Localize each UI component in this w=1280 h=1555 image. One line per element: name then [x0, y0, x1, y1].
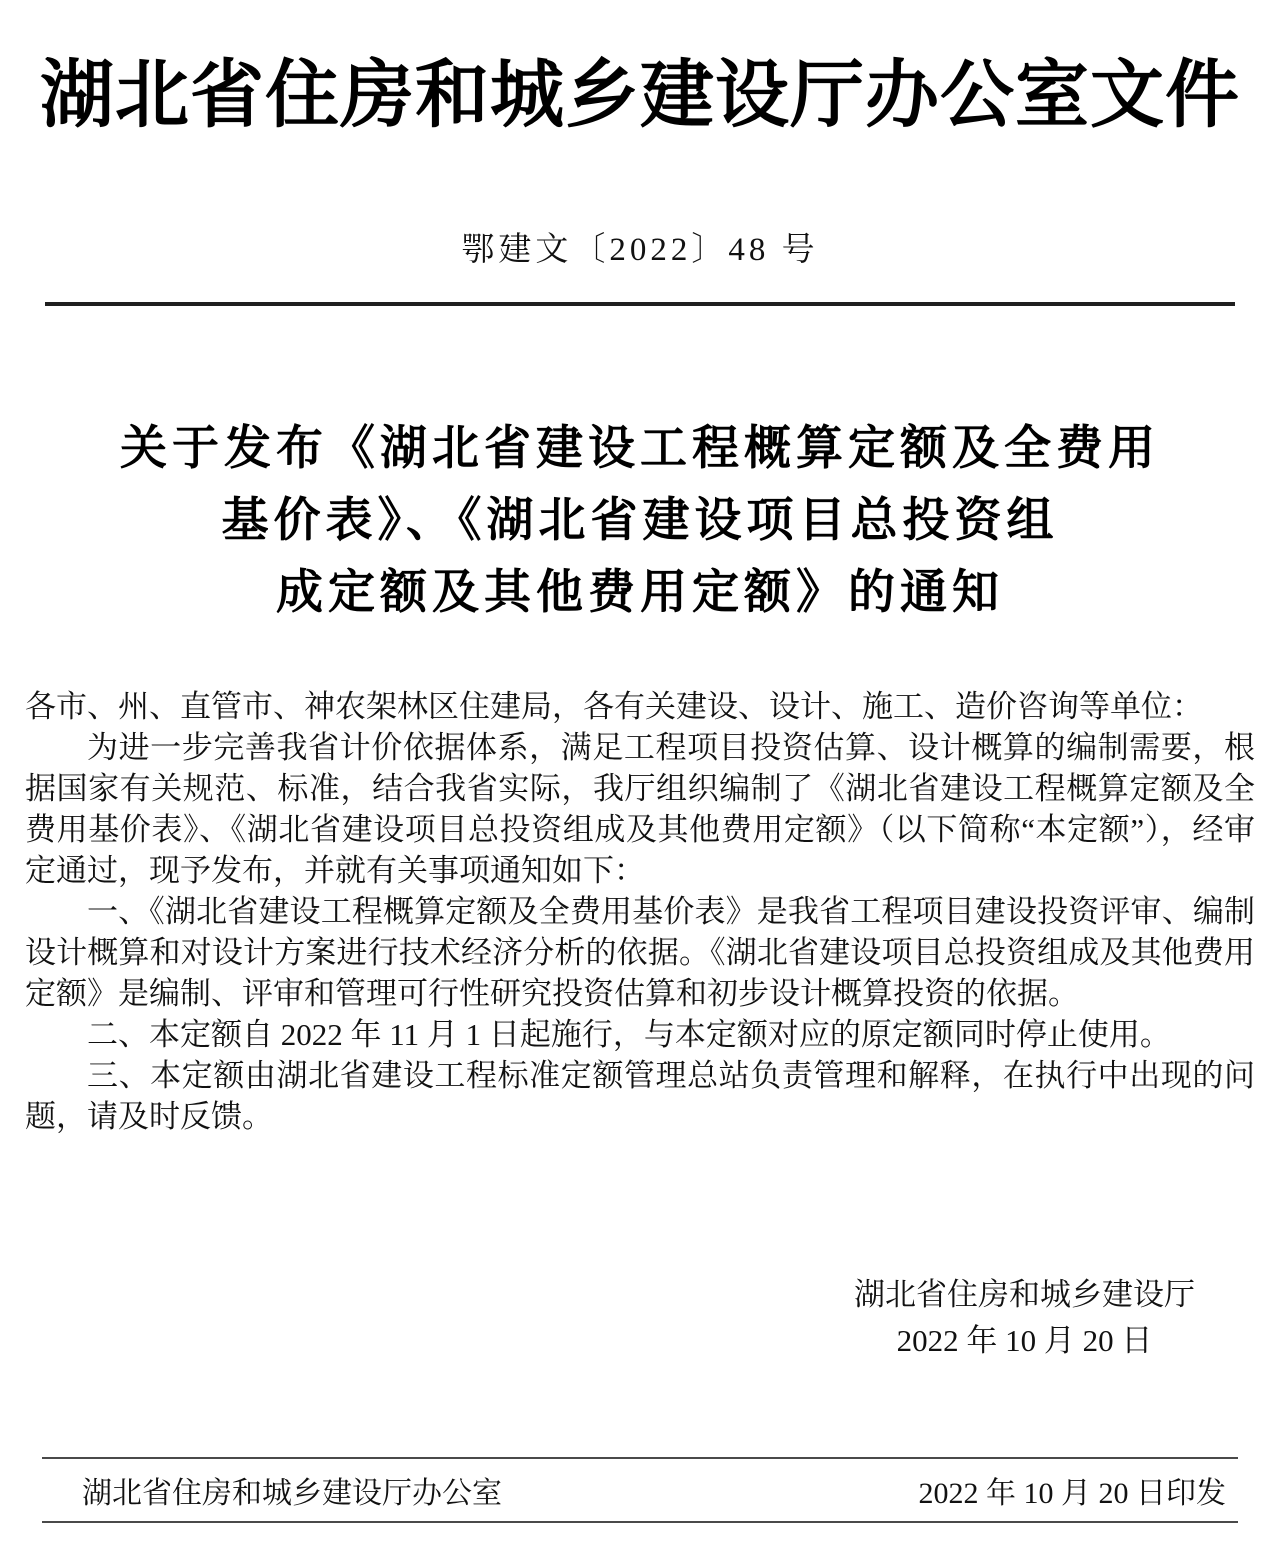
document-body [25, 686, 1255, 1137]
document-number: 鄂建文〔2022〕48 号 [461, 232, 819, 268]
footer-row [42, 1459, 1238, 1521]
footer-issuer: 湖北省住房和城乡建设厅办公室 [82, 1477, 502, 1510]
document-title [0, 412, 1280, 628]
document-title-line-3: 成定额及其他费用定额》的通知 [276, 565, 1004, 618]
signature-block [854, 1272, 1195, 1364]
document-title-line-1: 关于发布《湖北省建设工程概算定额及全费用 [120, 421, 1160, 474]
footer-print-date: 2022 年 10 月 20 日印发 [918, 1477, 1226, 1510]
salutation-line: 各市、州、直管市、神农架林区住建局，各有关建设、设计、施工、造价咨询等单位： [25, 689, 1203, 724]
body-paragraph-item-3: 三、本定额由湖北省建设工程标准定额管理总站负责管理和解释，在执行中出现的问题，请及时反馈。 [25, 1058, 1255, 1134]
footer-bottom-rule [42, 1521, 1238, 1523]
letterhead-org-title: 湖北省住房和城乡建设厅办公室文件 [40, 55, 1240, 137]
letterhead-divider-rule [45, 302, 1235, 306]
signature-org-name: 湖北省住房和城乡建设厅 [854, 1277, 1195, 1312]
signature-date: 2022 年 10 月 20 日 [896, 1323, 1153, 1358]
document-footer [42, 1457, 1238, 1523]
document-title-line-2: 基价表》、《湖北省建设项目总投资组 [221, 493, 1059, 546]
body-paragraph-intro: 为进一步完善我省计价依据体系，满足工程项目投资估算、设计概算的编制需要，根据国家有关规范、标准，结合我省实际，我厅组织编制了《湖北省建设工程概算定额及全费用基价表》、《湖北省建设项目总投资组成及其他费用定额》（以下简称“本定额”），经审定通过，现予发布，并就有关事项通知如下： [25, 730, 1255, 888]
body-paragraph-item-2: 二、本定额自 2022 年 11 月 1 日起施行，与本定额对应的原定额同时停止使用。 [87, 1017, 1171, 1052]
body-paragraph-item-1: 一、《湖北省建设工程概算定额及全费用基价表》是我省工程项目建设投资评审、编制设计概算和对设计方案进行技术经济分析的依据。《湖北省建设项目总投资组成及其他费用定额》是编制、评审和管理可行性研究投资估算和初步设计概算投资的依据。 [25, 894, 1255, 1011]
